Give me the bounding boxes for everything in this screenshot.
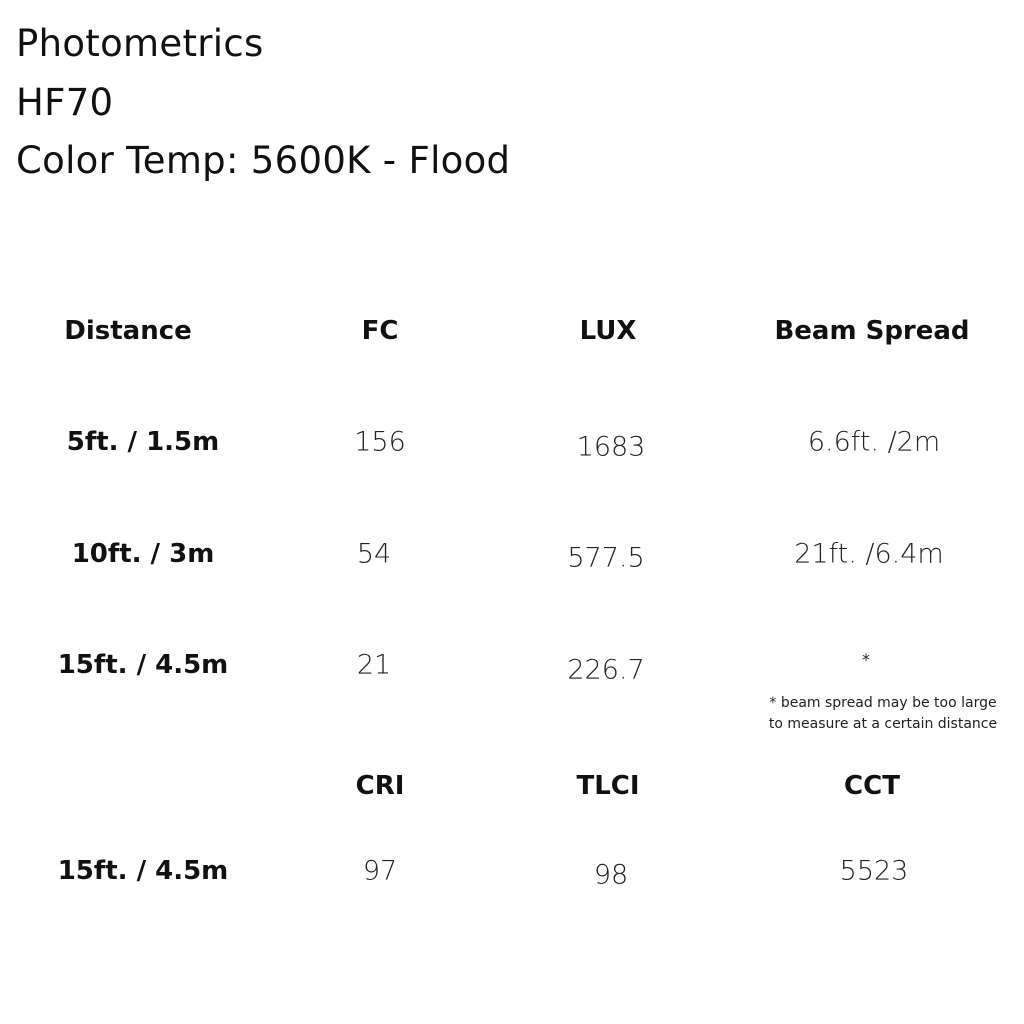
- header-distance: Distance: [64, 316, 192, 346]
- row-distance-10ft: 10ft. / 3m: [71, 539, 215, 569]
- tlci-value: 98: [593, 859, 629, 891]
- row-distance-15ft: 15ft. / 4.5m: [57, 650, 229, 680]
- cri-value: 97: [362, 855, 398, 887]
- footnote-line-2: to measure at a certain distance: [768, 716, 998, 732]
- lux-value: 226.7: [567, 654, 645, 686]
- fc-value: 21: [356, 649, 392, 681]
- fc-value: 54: [356, 538, 392, 570]
- beam-spread-footnote: [758, 693, 1008, 735]
- header-fc: FC: [361, 316, 399, 346]
- header-cri: CRI: [355, 771, 405, 801]
- beam-spread-value: 6.6ft. /2m: [807, 426, 941, 458]
- row-distance-15ft: 15ft. / 4.5m: [57, 856, 229, 886]
- beam-spread-asterisk: *: [862, 650, 870, 669]
- lux-value: 577.5: [567, 542, 645, 574]
- color-temp-subtitle: Color Temp: 5600K - Flood: [16, 139, 511, 182]
- fc-value: 156: [354, 426, 406, 458]
- lux-value: 1683: [576, 431, 646, 463]
- cct-value: 5523: [839, 855, 909, 887]
- beam-spread-value: 21ft. /6.4m: [794, 538, 944, 570]
- row-distance-5ft: 5ft. / 1.5m: [66, 427, 220, 457]
- page-title: Photometrics: [16, 22, 264, 65]
- header-beam-spread: Beam Spread: [774, 316, 970, 346]
- model-name: HF70: [16, 81, 114, 124]
- header-lux: LUX: [579, 316, 637, 346]
- footnote-line-1: * beam spread may be too large: [769, 695, 997, 711]
- header-cct: CCT: [844, 771, 900, 801]
- header-tlci: TLCI: [576, 771, 640, 801]
